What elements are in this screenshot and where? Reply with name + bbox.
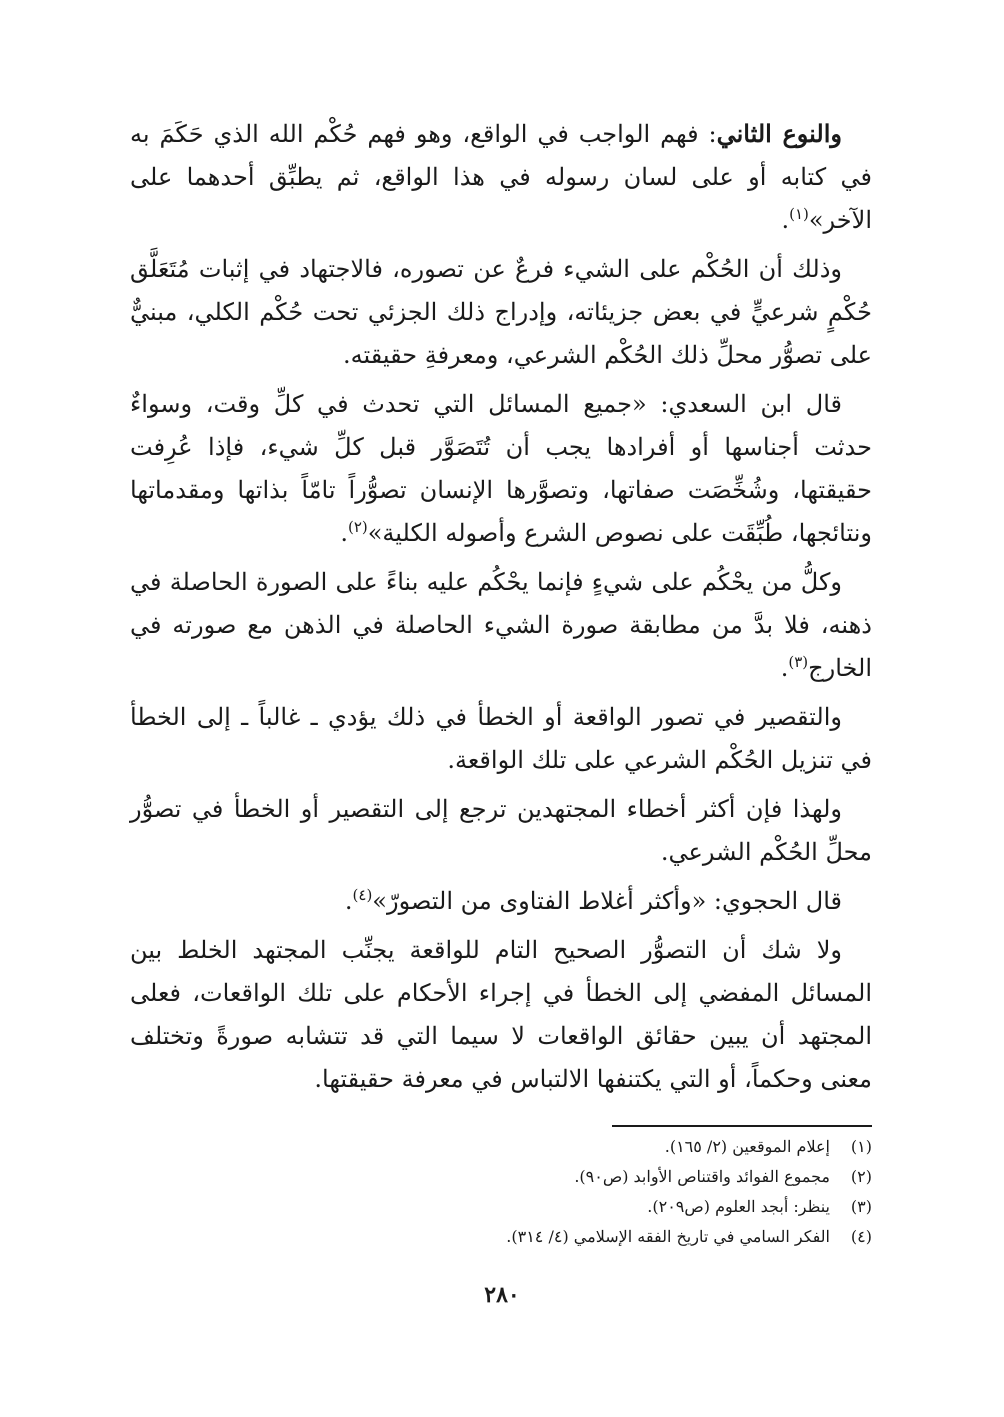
paragraph-2: وذلك أن الحُكْم على الشيء فرعٌ عن تصوره، فالاجتهاد في إثبات مُتَعَلَّق حُكْمٍ شرعيٍّ في بعض جزيئاته، وإدراج ذلك الجزئي تحت حُكْم الكلي، مبنيٌّ على تصوُّر محلِّ ذلك الحُكْم الشرعي، ومعرفةِ حقيقته. <box>130 255 872 369</box>
footnote-ref-4[interactable]: (٤) <box>352 886 373 904</box>
paragraph-4 <box>130 561 872 690</box>
footnote-number: (٣) <box>850 1197 872 1216</box>
paragraph-1 <box>130 112 872 242</box>
paragraph-text: وكلُّ من يحْكُم على شيءٍ فإنما يحْكُم عليه بناءً على الصورة الحاصلة في ذهنه، فلا بدَّ من مطابقة صورة الشيء الحاصلة في الذهن مع صورته في الخارج <box>130 568 872 682</box>
paragraph-text: : فهم الواجب في الواقع، وهو فهم حُكْم الله الذي حَكَمَ به في كتابه أو على لسان رسوله في هذا الواقع، ثم يطبِّق أحدهما على الآخر» <box>130 120 872 234</box>
main-text <box>130 112 872 1107</box>
footnote-number: (٢) <box>850 1167 872 1186</box>
paragraph-5: والتقصير في تصور الواقعة أو الخطأ في ذلك يؤدي ـ غالباً ـ إلى الخطأ في تنزيل الحُكْم الشرعي على تلك الواقعة. <box>130 703 872 774</box>
footnotes <box>130 1132 872 1252</box>
footnote-text: مجموع الفوائد واقتناص الأوابد (ص٩٠). <box>574 1167 830 1186</box>
footnote-number: (٤) <box>850 1227 872 1246</box>
paragraph-end: . <box>340 519 348 547</box>
footnote-divider <box>612 1125 872 1127</box>
footnote-ref-3[interactable]: (٣) <box>788 653 809 671</box>
footnote-number: (١) <box>850 1137 872 1156</box>
footnote-ref-1[interactable]: (١) <box>789 205 809 223</box>
footnote-text: الفكر السامي في تاريخ الفقه الإسلامي (٤/ ٣١٤). <box>506 1227 830 1246</box>
paragraph-end: . <box>344 887 353 915</box>
footnote-text: إعلام الموقعين (٢/ ١٦٥). <box>664 1137 830 1156</box>
paragraph-text: قال الحجوي: «وأكثر أغلاط الفتاوى من التصورّ» <box>372 887 842 915</box>
footnote-2 <box>130 1162 872 1192</box>
footnote-ref-2[interactable]: (٢) <box>347 518 368 536</box>
footnote-1 <box>130 1132 872 1162</box>
paragraph-end: . <box>780 654 789 682</box>
paragraph-3 <box>130 383 872 555</box>
footnote-3 <box>130 1192 872 1222</box>
footnote-4 <box>130 1222 872 1252</box>
paragraph-7 <box>130 880 872 923</box>
paragraph-end: . <box>781 206 790 234</box>
paragraph-lead: والنوع الثاني <box>716 119 842 148</box>
paragraph-text: قال ابن السعدي: «جميع المسائل التي تحدث في كلِّ وقت، وسواءٌ حدثت أجناسها أو أفرادها يجب أن تُتَصَوَّر قبل كلِّ شيء، فإذا عُرِفت حقيقتها، وشُخِّصَت صفاتها، وتصوَّرها الإنسان تصوُّراً تامّاً بذاتها ومقدماتها ونتائجها، طُبِّقَت على نصوص الشرع وأصوله الكلية» <box>130 390 872 547</box>
footnote-text: ينظر: أبجد العلوم (ص٢٠٩). <box>647 1197 830 1216</box>
paragraph-6: ولهذا فإن أكثر أخطاء المجتهدين ترجع إلى التقصير أو الخطأ في تصوُّر محلِّ الحُكْم الشرعي. <box>130 795 872 866</box>
paragraph-8: ولا شك أن التصوُّر الصحيح التام للواقعة يجنِّب المجتهد الخلط بين المسائل المفضي إلى الخطأ في إجراء الأحكام على تلك الواقعات، فعلى المجتهد أن يبين حقائق الواقعات لا سيما التي قد تتشابه صورةً وتختلف معنى وحكماً، أو التي يكتنفها الالتباس في معرفة حقيقتها. <box>130 936 872 1093</box>
page-number: ٢٨٠ <box>484 1282 520 1308</box>
